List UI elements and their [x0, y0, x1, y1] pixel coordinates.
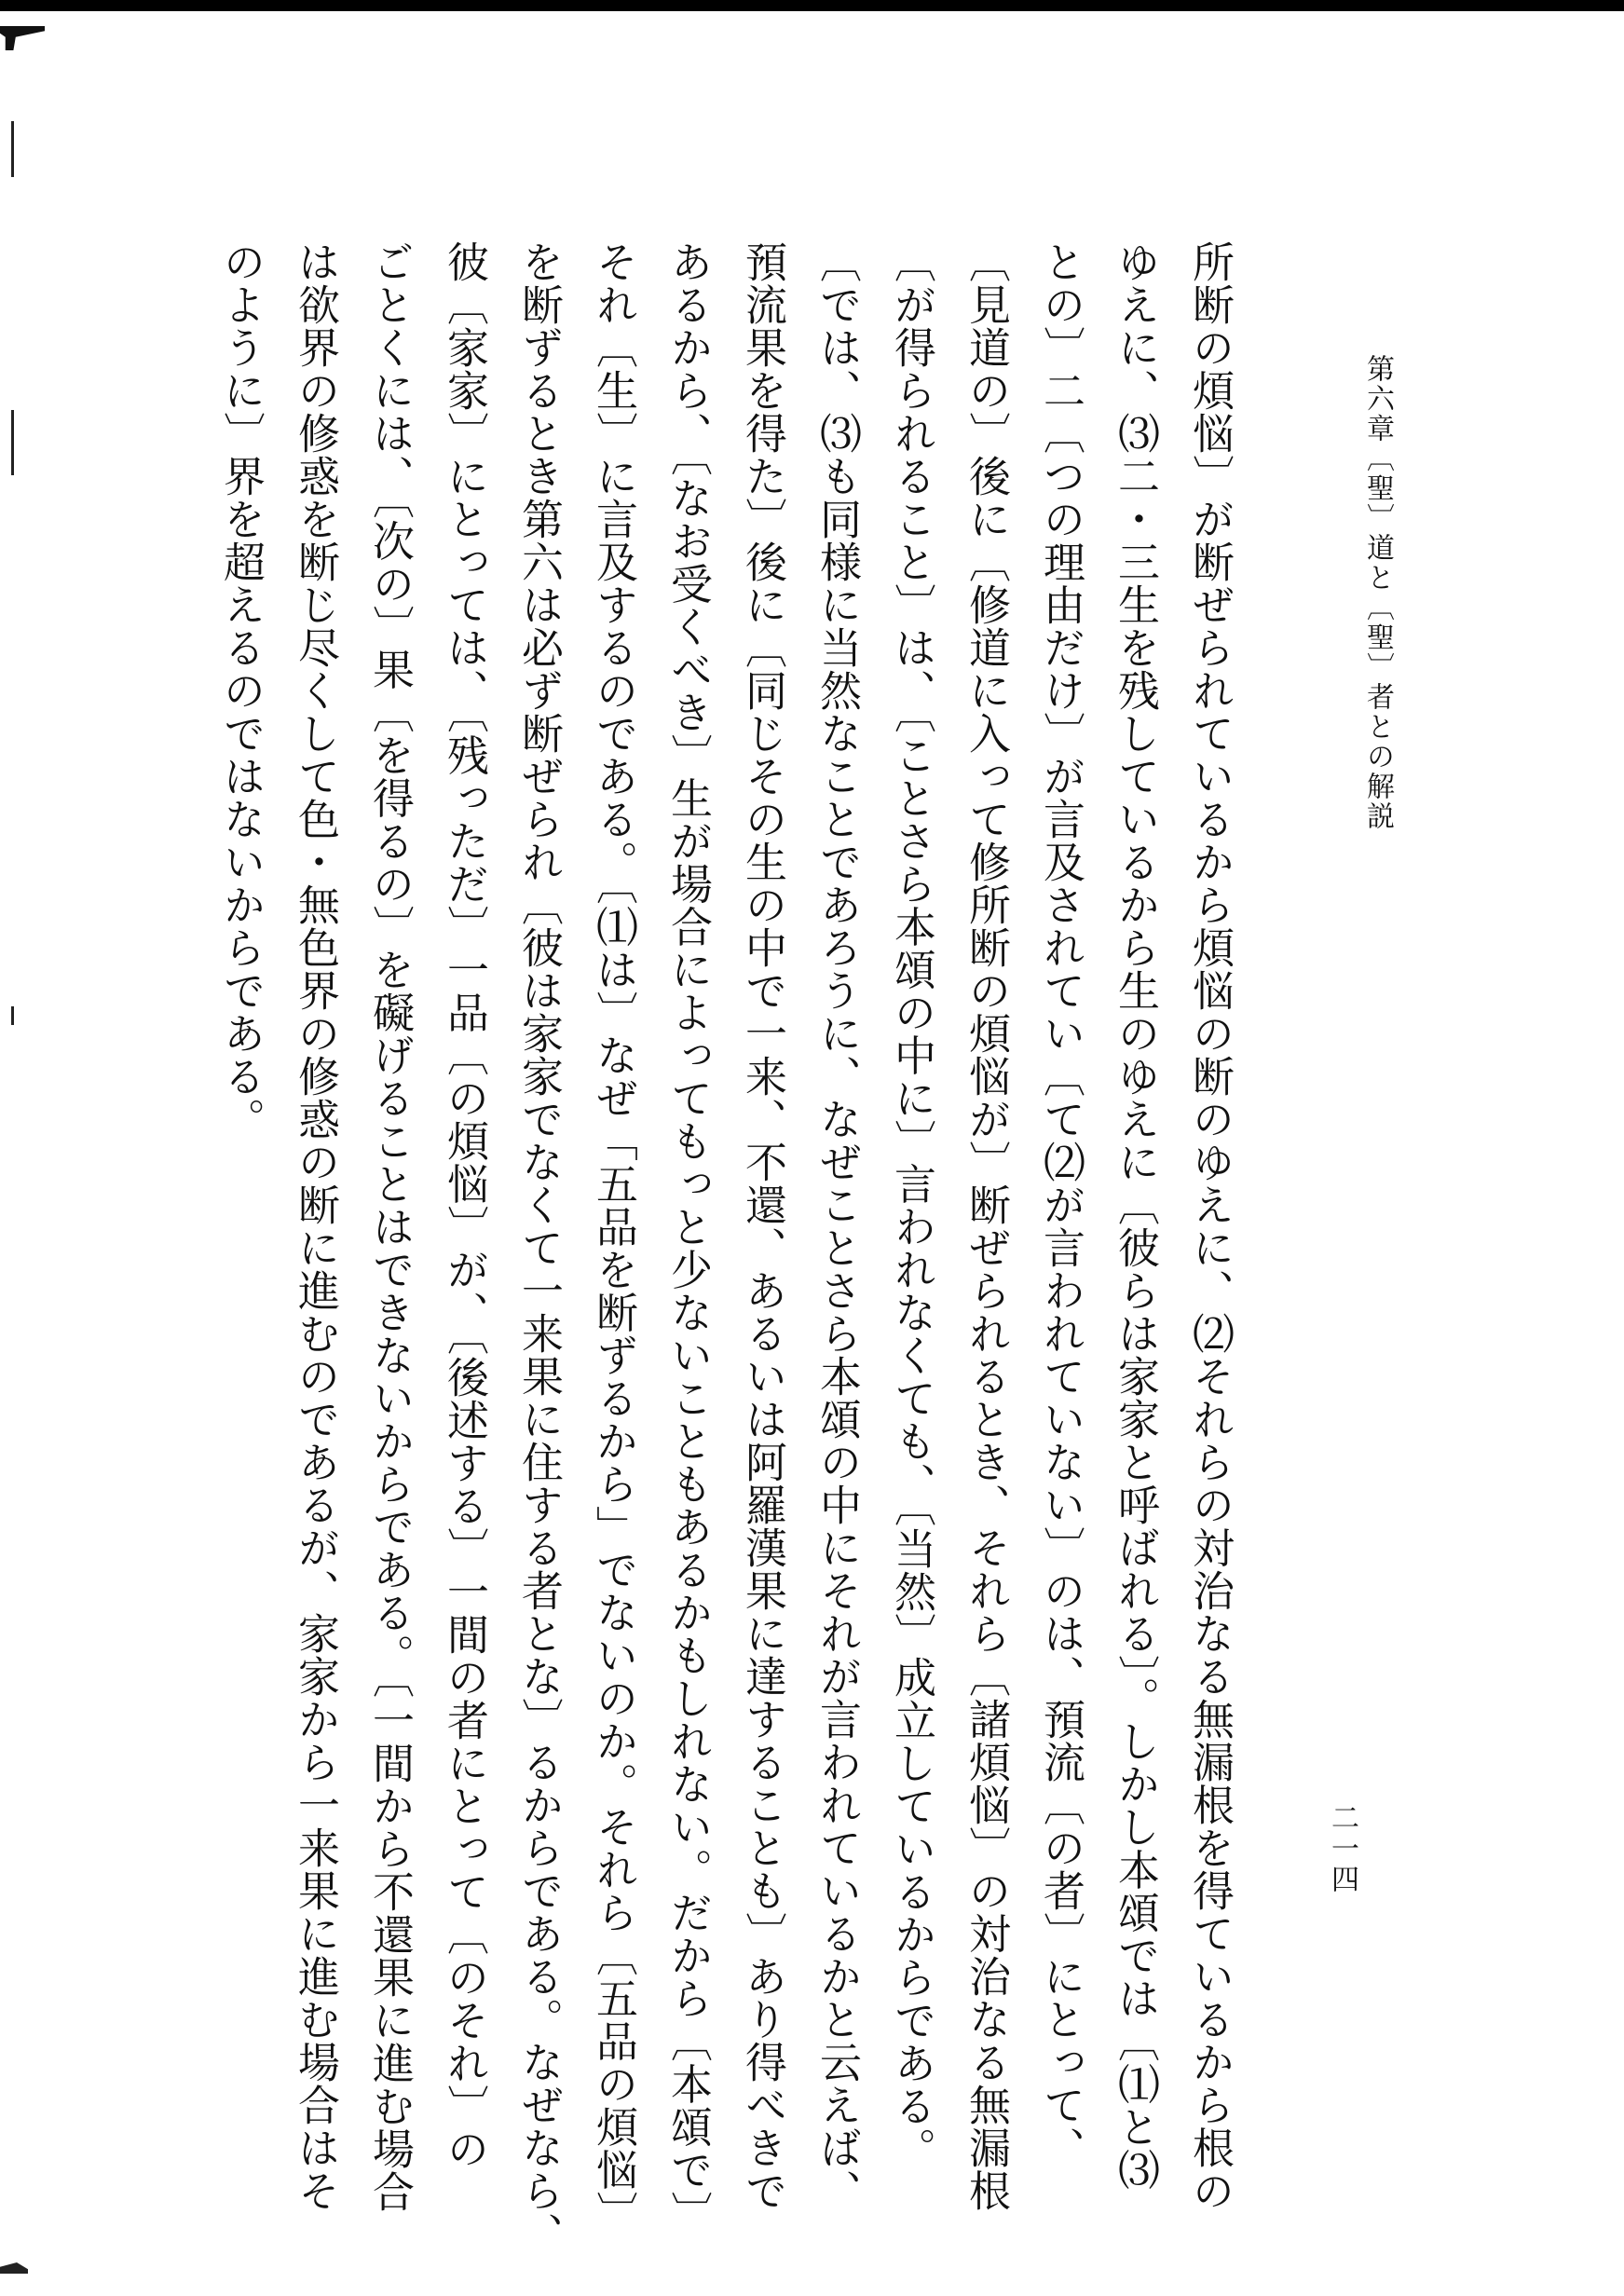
body-line: 〔が得られること〕は、〔ことさら本頌の中に〕言われなくても、〔当然〕成立しているからである。 — [887, 240, 936, 2170]
body-line: ごとくには、〔次の〕果〔を得るの〕を礙げることはできないからである。〔一間から不還果に進む場合 — [365, 240, 415, 2213]
page-top-border — [0, 0, 1624, 11]
body-line: それ〔生〕に言及するのである。〔⑴は〕なぜ「五品を断ずるから」でないのか。それら〔五品の煩悩〕 — [589, 240, 638, 2234]
running-head: 第六章〔聖〕道と〔聖〕者との解説 — [1361, 354, 1394, 831]
scan-bottom-mark — [0, 2262, 28, 2274]
body-line: 彼〔家家〕にとっては、〔残っただ〕一品〔の煩悩〕が、〔後述する〕一間の者にとって〔のそれ〕の — [440, 240, 489, 2170]
body-line: を断ずるとき第六は必ず断ぜられ〔彼は家家でなくて一来果に住する者とな〕るからである。なぜなら、 — [514, 240, 564, 2255]
body-text — [203, 240, 1247, 2255]
body-line: 〔見道の〕後に〔修道に入って修所断の煩悩が〕断ぜられるとき、それら〔諸煩悩〕の対治なる無漏根 — [962, 240, 1011, 2212]
body-line: 預流果を得た〕後に〔同じその生の中で一来、不還、あるいは阿羅漢果に達することも〕あり得べきで — [738, 240, 787, 2212]
scan-corner-mark — [0, 26, 45, 50]
body-line: あるから、〔なお受くべき〕生が場合によってもっと少ないこともあるかもしれない。だから〔本頌で〕 — [663, 240, 713, 2234]
scan-edge-tick — [11, 1006, 14, 1025]
page-number: 二一四 — [1326, 1803, 1358, 1895]
body-line: 〔では、⑶も同様に当然なことであろうに、なぜことさら本頌の中にそれが言われているかと云えば、 — [812, 240, 862, 2212]
body-line: のように〕界を超えるのではないからである。 — [216, 240, 266, 1141]
scan-edge-tick — [11, 410, 14, 475]
body-line: 所断の煩悩〕が断ぜられているから煩悩の断のゆえに、⑵それらの対治なる無漏根を得ているから根の — [1185, 240, 1235, 2212]
body-line: ゆえに、⑶二・三生を残しているから生のゆえに〔彼らは家家と呼ばれる〕。しかし本頌では〔⑴と⑶ — [1111, 240, 1160, 2192]
body-line: は欲界の修惑を断じ尽くして色・無色界の修惑の断に進むのであるが、家家から一来果に進む場合はそ — [291, 240, 340, 2212]
body-line: との〕二〔つの理由だけ〕が言及されてい〔て⑵が言われていない〕のは、預流〔の者〕にとって、 — [1036, 240, 1085, 2169]
scan-edge-tick — [11, 121, 14, 177]
